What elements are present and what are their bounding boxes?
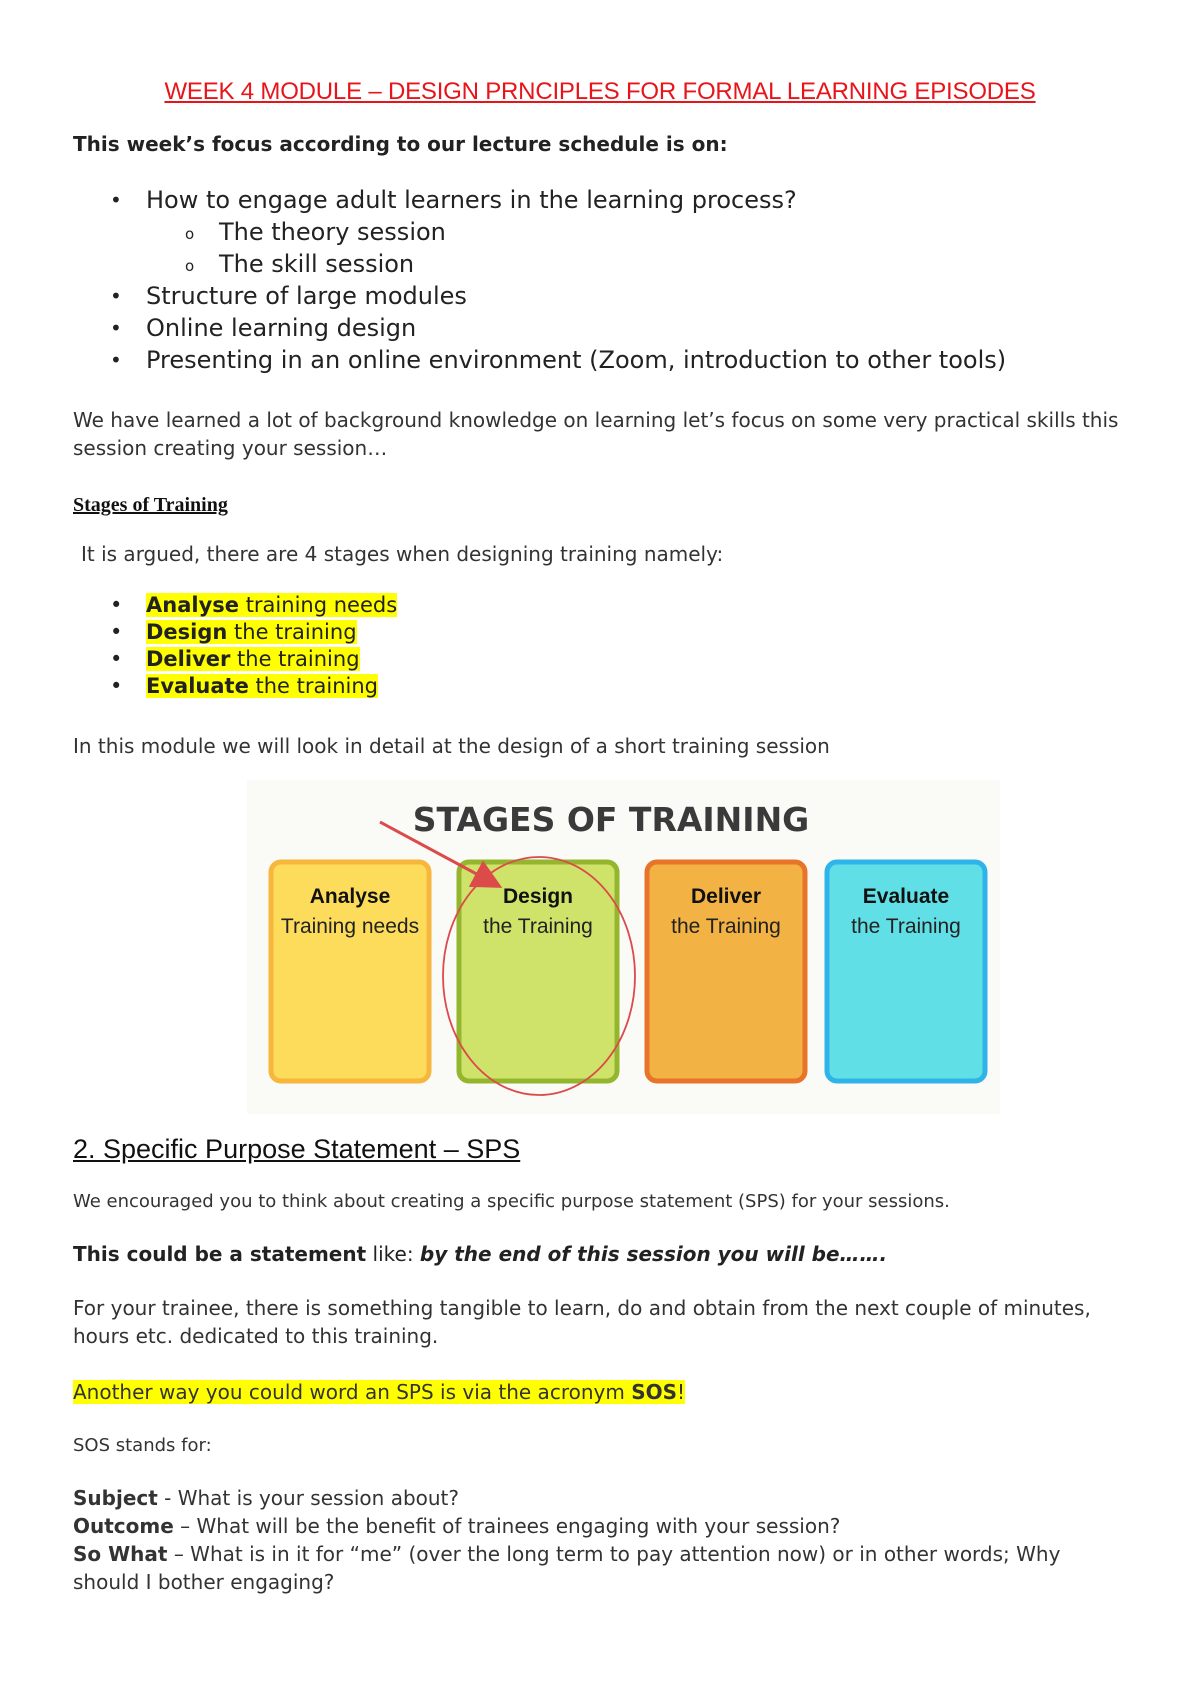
diagram-title: STAGES OF TRAINING (412, 800, 810, 839)
stage-rest: the training (230, 647, 360, 671)
trainee-paragraph: For your trainee, there is something tangible to learn, do and obtain from the next couple of minutes, hours etc. dedicated to this training. (73, 1296, 1091, 1348)
stage-item (73, 619, 397, 646)
stage-rest: training needs (239, 593, 398, 617)
stage-bold: Evaluate (146, 674, 249, 698)
stage-rest: the training (227, 620, 357, 644)
stage-bold: Analyse (146, 593, 240, 617)
sps-paragraph: We encouraged you to think about creating a specific purpose statement (SPS) for your sessions. (73, 1191, 950, 1212)
statement-italic: by the end of this session you will be……. (419, 1242, 888, 1266)
stages-heading: Stages of Training (73, 494, 228, 516)
stages-intro: It is argued, there are 4 stages when designing training namely: (81, 542, 724, 566)
stages-diagram-svg (247, 780, 1000, 1114)
stages-list (73, 592, 397, 700)
stage-bold: Design (146, 620, 228, 644)
statement-bold: This could be a statement (73, 1242, 367, 1266)
stage-item (73, 646, 397, 673)
background-paragraph: We have learned a lot of background knowledge on learning let’s focus on some very practical skills this session creating your session… (73, 408, 1119, 460)
sos-rest: - What is your session about? (157, 1486, 460, 1510)
stage-card-title: Analyse (309, 885, 391, 908)
sos-subject (73, 1484, 1133, 1512)
statement-plain: like: (366, 1242, 420, 1266)
stages-diagram (247, 780, 1000, 1114)
focus-list (73, 184, 1173, 376)
stage-card-subtitle: the Training (483, 915, 593, 938)
sos-bold: So What (73, 1542, 168, 1566)
diagram-cards (271, 862, 985, 1081)
sos-rest: – What is in it for “me” (over the long term to pay attention now) or in other words; Why should I bother engaging? (73, 1542, 1061, 1594)
stage-item (73, 673, 397, 700)
module-paragraph: In this module we will look in detail at the design of a short training session (73, 734, 830, 758)
list-item: • Structure of large modules (73, 280, 1173, 312)
stage-card-subtitle: Training needs (280, 915, 420, 938)
stage-card-title: Design (502, 885, 574, 908)
sos-outcome (73, 1512, 1133, 1540)
page-title: WEEK 4 MODULE – DESIGN PRNCIPLES FOR FORMAL LEARNING EPISODES (164, 78, 1036, 105)
stage-card-subtitle: the Training (851, 915, 961, 938)
sps-heading: 2. Specific Purpose Statement – SPS (73, 1134, 521, 1164)
sos-bold: Subject (73, 1486, 158, 1510)
another-paragraph (73, 1378, 1133, 1406)
another-end: ! (677, 1380, 686, 1404)
another-text: Another way you could word an SPS is via the acronym (73, 1380, 632, 1404)
sos-rest: – What will be the benefit of trainees engaging with your session? (173, 1514, 841, 1538)
another-bold: SOS (631, 1380, 677, 1404)
statement-paragraph (73, 1240, 1133, 1268)
list-item: • Presenting in an online environment (Zoom, introduction to other tools) (73, 344, 1173, 376)
stage-card-title: Evaluate (862, 885, 950, 908)
list-subitem: o The skill session (73, 248, 1173, 280)
list-item: • Online learning design (73, 312, 1173, 344)
stage-rest: the training (248, 674, 378, 698)
sos-bold: Outcome (73, 1514, 174, 1538)
stage-item (73, 592, 397, 619)
list-item: • How to engage adult learners in the learning process? (73, 184, 1173, 216)
stage-bold: Deliver (146, 647, 231, 671)
list-subitem: o The theory session (73, 216, 1173, 248)
intro-text: This week’s focus according to our lecture schedule is on: (73, 132, 728, 156)
stage-card-title: Deliver (690, 885, 762, 908)
sos-so-what (73, 1540, 1133, 1596)
sos-stands-text: SOS stands for: (73, 1435, 212, 1456)
stage-card-subtitle: the Training (671, 915, 781, 938)
